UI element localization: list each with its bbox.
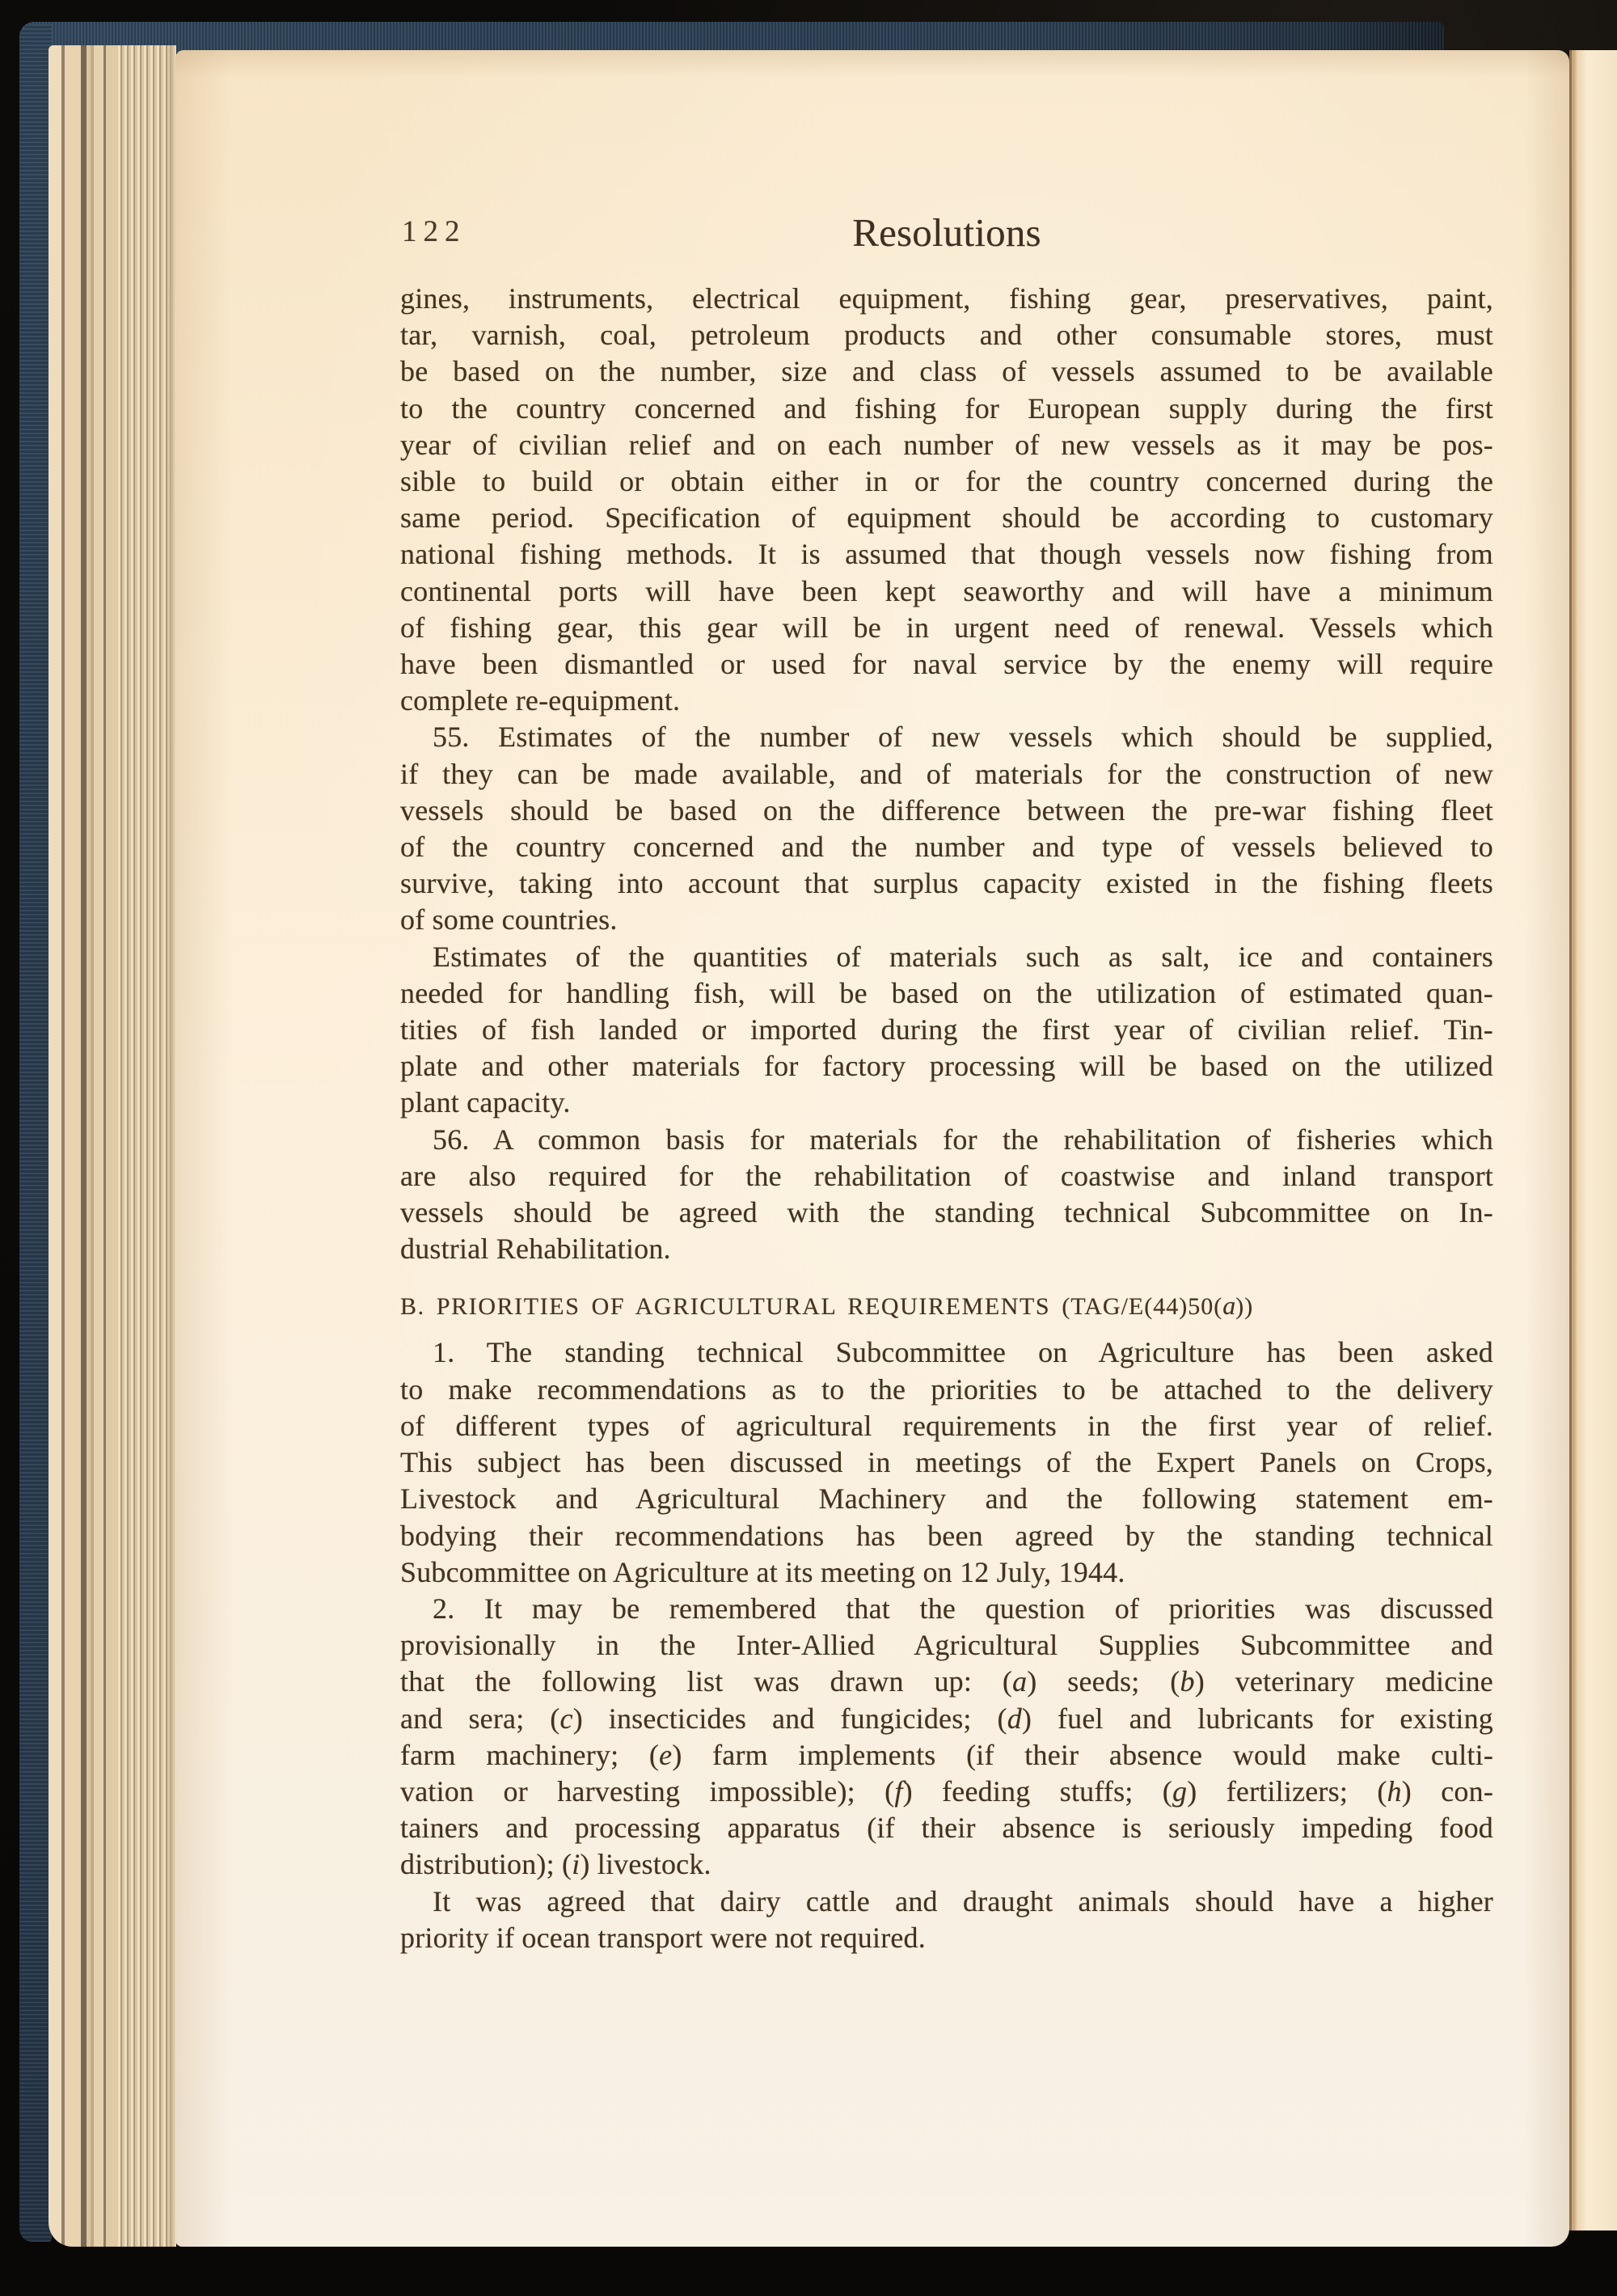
book-cover-top-edge	[19, 22, 1444, 53]
facing-page-edge	[1569, 50, 1617, 2230]
running-head: Resolutions	[852, 210, 1041, 255]
paragraph-agreed: It was agreed that dairy cattle and draught animals should have a higher priority if ocean transport were not required.	[400, 1884, 1493, 1954]
page-number: 122	[402, 214, 467, 248]
book-cover-spine	[19, 24, 52, 2242]
page-header	[400, 212, 1493, 254]
page-edges-dense-lines	[118, 45, 170, 2247]
section-heading-reference: (TAG/E(44)50(a))	[1062, 1291, 1254, 1321]
paragraph-continuation: gines, instruments, electrical equipment, fishing gear, preservatives, paint, tar, varnish, coal, petroleum products and other consumable stores, must be based on the number, size and class of vessels assumed to be available to the country concerned and fishing for European supply during the first year of civilian relief and on each number of new vessels as it may be pos- sible to build or obtain either in or for the country concerned during the same period. Specification of equipment should be according to customary national fishing methods. It is assumed that though vessels now fishing from continental ports will have been kept seaworthy and will have a minimum of fishing gear, this gear will be in urgent need of renewal. Vessels which have been dismantled or used for naval service by the enemy will require complete re-equipment.	[400, 282, 1493, 717]
paragraph-1: 1. The standing technical Subcommittee on Agriculture has been asked to make recommendations as to the priorities to be attached to the delivery of different types of agricultural requirements in the first year of relief. This subject has been discussed in meetings of the Expert Panels on Crops, Livestock and Agricultural Machinery and the following statement em- bodying their recommendations has been agreed by the standing technical Subcommittee on Agriculture at its meeting on 12 July, 1944.	[400, 1336, 1493, 1588]
page-edges-fan	[49, 45, 176, 2247]
section-heading-title: PRIORITIES OF AGRICULTURAL REQUIREMENTS	[436, 1293, 1051, 1321]
page-content	[400, 212, 1493, 1956]
section-heading	[400, 1287, 1493, 1326]
section-heading-label: B.	[400, 1293, 425, 1321]
book-page	[175, 50, 1569, 2247]
paragraph-55: 55. Estimates of the number of new vessels which should be supplied, if they can be made available, and of materials for the construction of new vessels should be based on the difference between the pre-war fishing fleet of the country concerned and the number and type of vessels believed to survive, taking into account that surplus capacity existed in the fishing fleets of some countries.	[400, 721, 1493, 937]
paragraph-2: 2. It may be remembered that the question of priorities was discussed provisionally in the Inter-Allied Agricultural Supplies Subcommittee and that the following list was drawn up: (a) seeds; (b) veterinary medicine and sera; (c) insecticides and fungicides; (d) fuel and lubricants for existing farm machinery; (e) farm implements (if their absence would make culti- vation or harvesting impossible); (f) feeding stuffs; (g) fertilizers; (h) con- tainers and processing apparatus (if their absence is seriously impeding food distribution); (i) livestock.	[400, 1592, 1494, 1881]
paragraph-estimates: Estimates of the quantities of materials such as salt, ice and containers needed for handling fish, will be based on the utilization of estimated quan- tities of fish landed or imported during the first year of civilian relief. Tin- plate and other materials for factory processing will be based on the utilized plant capacity.	[400, 940, 1493, 1119]
paragraph-56: 56. A common basis for materials for the rehabilitation of fisheries which are also required for the rehabilitation of coastwise and inland transport vessels should be agreed with the standing technical Subcommittee on In- dustrial Rehabilitation.	[400, 1123, 1493, 1266]
